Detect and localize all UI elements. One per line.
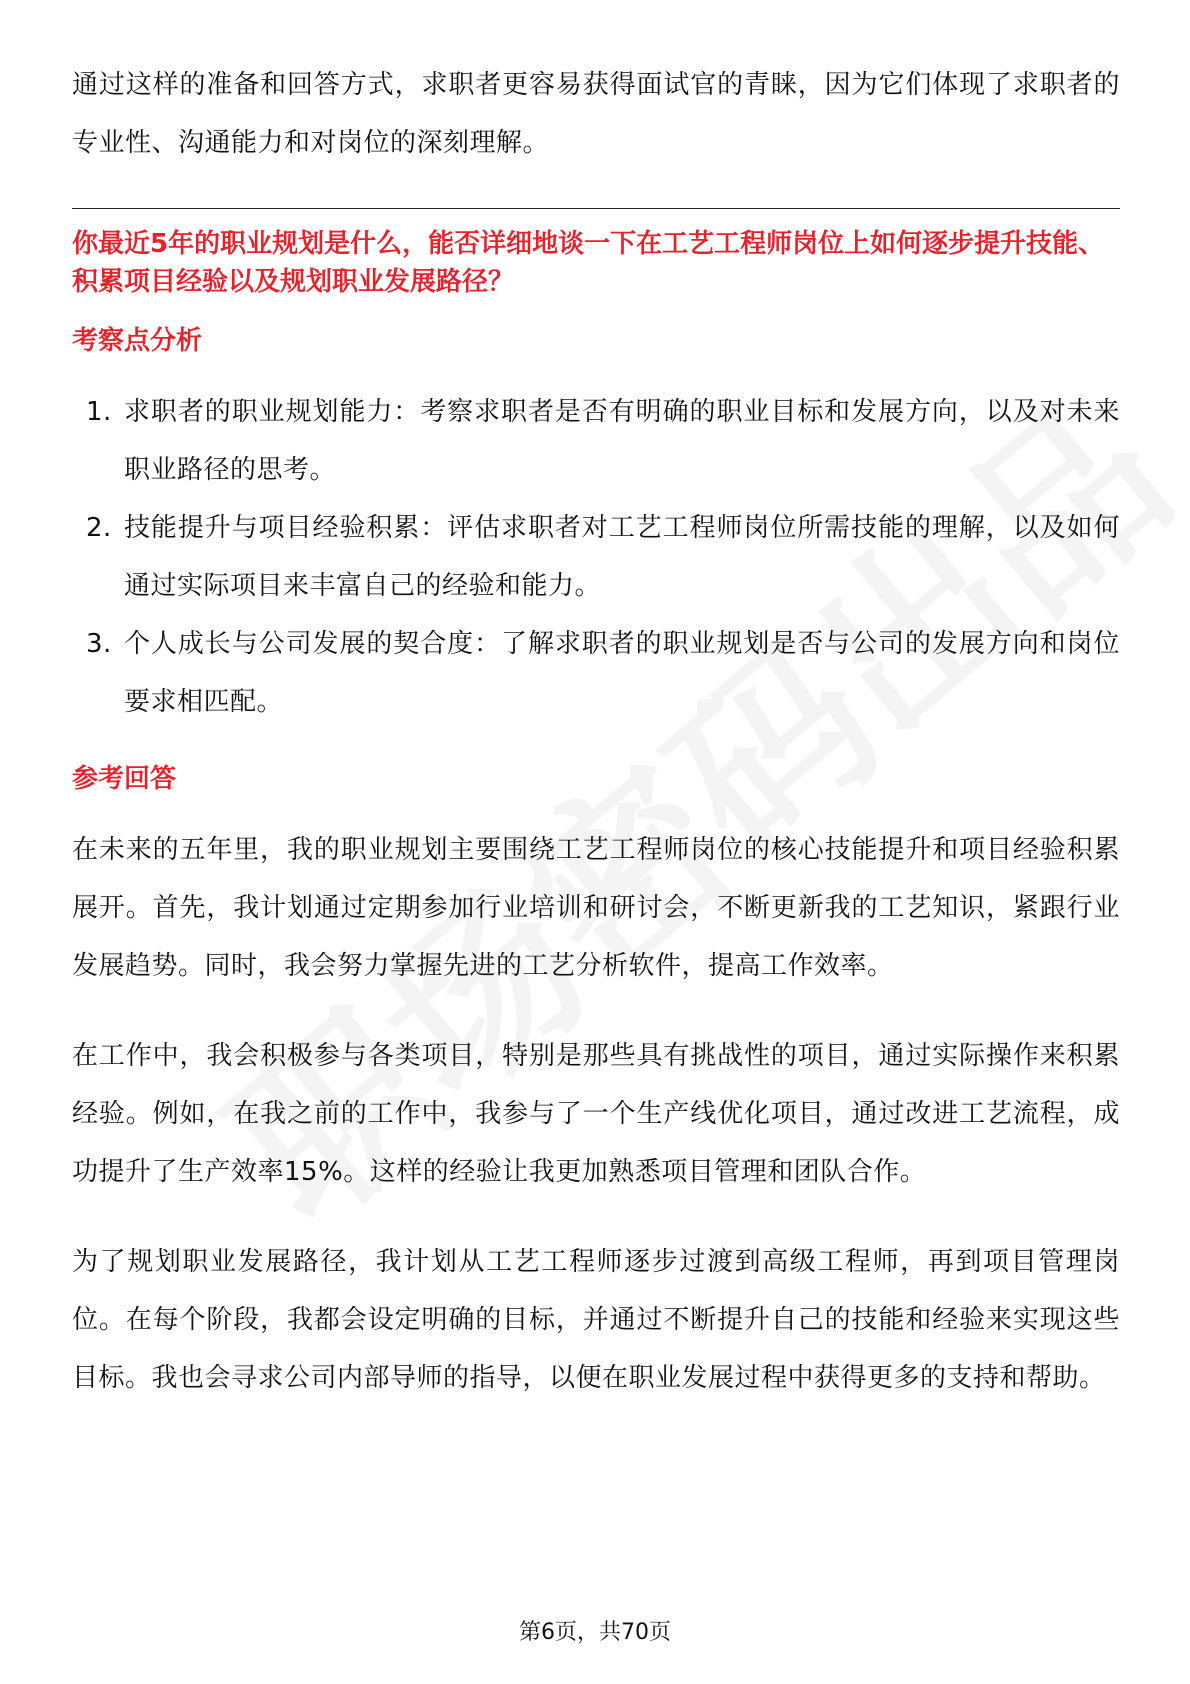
analysis-heading: 考察点分析	[72, 326, 203, 356]
analysis-item	[72, 383, 1120, 499]
list-number: 2.	[86, 513, 112, 543]
list-number: 3.	[86, 629, 112, 659]
section-divider	[72, 208, 1120, 209]
analysis-item	[72, 615, 1120, 731]
intro-paragraph: 通过这样的准备和回答方式，求职者更容易获得面试官的青睐，因为它们体现了求职者的专业性、沟通能力和对岗位的深刻理解。	[72, 70, 1120, 158]
interview-question: 你最近5年的职业规划是什么，能否详细地谈一下在工艺工程师岗位上如何逐步提升技能、积累项目经验以及规划职业发展路径？	[72, 229, 1105, 297]
page-footer: 第6页，共70页	[519, 1620, 671, 1645]
analysis-item-text: 个人成长与公司发展的契合度：了解求职者的职业规划是否与公司的发展方向和岗位要求相匹配。	[124, 629, 1120, 717]
analysis-item-text: 技能提升与项目经验积累：评估求职者对工艺工程师岗位所需技能的理解，以及如何通过实际项目来丰富自己的经验和能力。	[124, 513, 1120, 601]
answer-heading: 参考回答	[72, 764, 177, 794]
answer-paragraph: 在未来的五年里，我的职业规划主要围绕工艺工程师岗位的核心技能提升和项目经验积累展开。首先，我计划通过定期参加行业培训和研讨会，不断更新我的工艺知识，紧跟行业发展趋势。同时，我会努力掌握先进的工艺分析软件，提高工作效率。	[72, 835, 1120, 981]
document-page	[72, 56, 1120, 1407]
answer-paragraph: 为了规划职业发展路径，我计划从工艺工程师逐步过渡到高级工程师，再到项目管理岗位。在每个阶段，我都会设定明确的目标，并通过不断提升自己的技能和经验来实现这些目标。我也会寻求公司内部导师的指导，以便在职业发展过程中获得更多的支持和帮助。	[72, 1247, 1120, 1393]
list-number: 1.	[86, 397, 112, 427]
answer-paragraph: 在工作中，我会积极参与各类项目，特别是那些具有挑战性的项目，通过实际操作来积累经验。例如，在我之前的工作中，我参与了一个生产线优化项目，通过改进工艺流程，成功提升了生产效率15%。这样的经验让我更加熟悉项目管理和团队合作。	[72, 1041, 1120, 1187]
analysis-item-text: 求职者的职业规划能力：考察求职者是否有明确的职业目标和发展方向，以及对未来职业路径的思考。	[124, 397, 1120, 485]
analysis-list	[72, 383, 1120, 731]
analysis-item	[72, 499, 1120, 615]
